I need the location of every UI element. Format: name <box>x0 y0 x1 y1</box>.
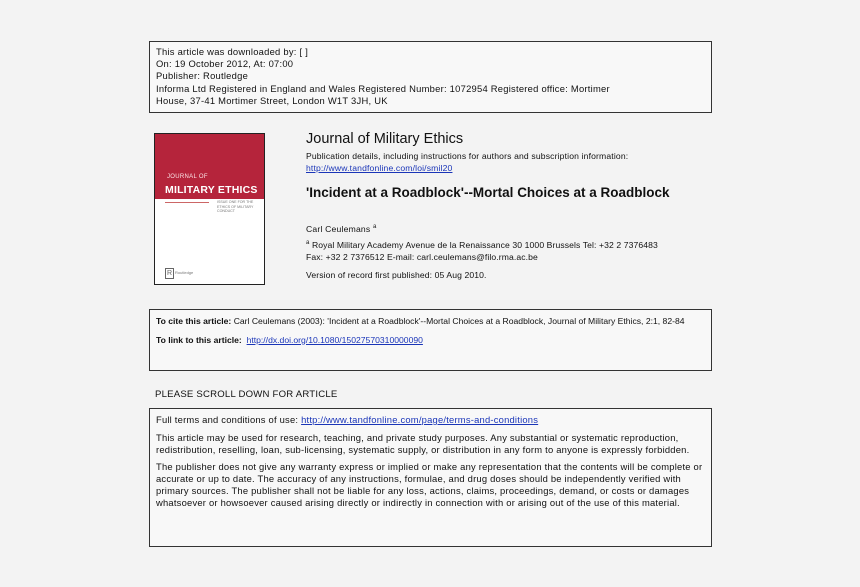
cover-title: MILITARY ETHICS <box>165 184 258 196</box>
terms-intro-row <box>156 414 705 426</box>
terms-intro: Full terms and conditions of use: <box>156 414 299 425</box>
terms-paragraph-2: The publisher does not give any warranty express or implied or make any representation that the contents will be complete or accurate or up to date. The accuracy of any instructions, formulae, and drug doses should be independently verified with primary sources. The publisher shall not be liable for any loss, actions, claims, proceedings, demand, or costs or damages whatsoever or howsoever caused arising directly or indirectly in connection with or arising out of the use of this material. <box>156 461 703 508</box>
author-affil-marker: a <box>373 224 377 231</box>
citation-box <box>149 309 712 371</box>
author-line <box>306 224 377 234</box>
cover-divider <box>165 202 209 203</box>
cover-publisher: Routledge <box>175 270 194 275</box>
download-line: Publisher: Routledge <box>156 70 249 82</box>
affil-line-1: Royal Military Academy Avenue de la Renaissance 30 1000 Brussels Tel: +32 2 7376483 <box>311 239 658 250</box>
link-row <box>156 335 705 347</box>
doi-link[interactable]: http://dx.doi.org/10.1080/15027570310000090 <box>246 334 423 345</box>
publication-details <box>306 151 628 174</box>
download-line: House, 37-41 Mortimer Street, London W1T 3JH, UK <box>156 94 388 106</box>
scroll-down-notice: PLEASE SCROLL DOWN FOR ARTICLE <box>155 389 338 400</box>
journal-title: Journal of Military Ethics <box>306 131 464 147</box>
pub-details-text: Publication details, including instructions for authors and subscription information: <box>306 151 629 161</box>
link-label: To link to this article: <box>156 334 242 345</box>
terms-paragraph-1: This article may be used for research, teaching, and private study purposes. Any substantial or systematic reproduction, redistribution, reselling, loan, sub-licensing, systematic supply, or distribution in any form to anyone is expressly forbidden. <box>156 431 690 455</box>
cite-text: Carl Ceulemans (2003): 'Incident at a Roadblock'--Mortal Choices at a Roadblock, Journal of Military Ethics, 2:1, 82-84 <box>233 316 685 326</box>
article-title: 'Incident at a Roadblock'--Mortal Choices at a Roadblock <box>306 185 670 200</box>
terms-box <box>149 408 712 547</box>
cover-journal-label: JOURNAL OF <box>167 174 208 180</box>
download-line: Informa Ltd Registered in England and Wales Registered Number: 1072954 Registered office: Mortimer <box>156 82 610 94</box>
routledge-logo-icon: R <box>166 270 173 277</box>
cite-row <box>156 316 705 328</box>
download-line: On: 19 October 2012, At: 07:00 <box>156 58 294 70</box>
affil-marker: a <box>306 240 310 246</box>
cite-label: To cite this article: <box>156 316 232 326</box>
version-of-record: Version of record first published: 05 Aug 2010. <box>306 270 487 280</box>
author-name: Carl Ceulemans <box>306 224 371 234</box>
terms-link[interactable]: http://www.tandfonline.com/page/terms-and-conditions <box>301 414 539 425</box>
journal-url-link[interactable]: http://www.tandfonline.com/loi/smil20 <box>306 162 453 173</box>
affil-line-2: Fax: +32 2 7376512 E-mail: carl.ceulemans@filo.rma.ac.be <box>306 252 538 263</box>
download-line: This article was downloaded by: [ ] <box>156 46 309 57</box>
affiliation <box>306 237 658 264</box>
cover-subtitle: ISSUE ONE FOR THE ETHICS OF MILITARY CONDUCT <box>217 200 254 213</box>
download-notice-box <box>149 41 712 113</box>
journal-cover-image <box>154 133 265 285</box>
